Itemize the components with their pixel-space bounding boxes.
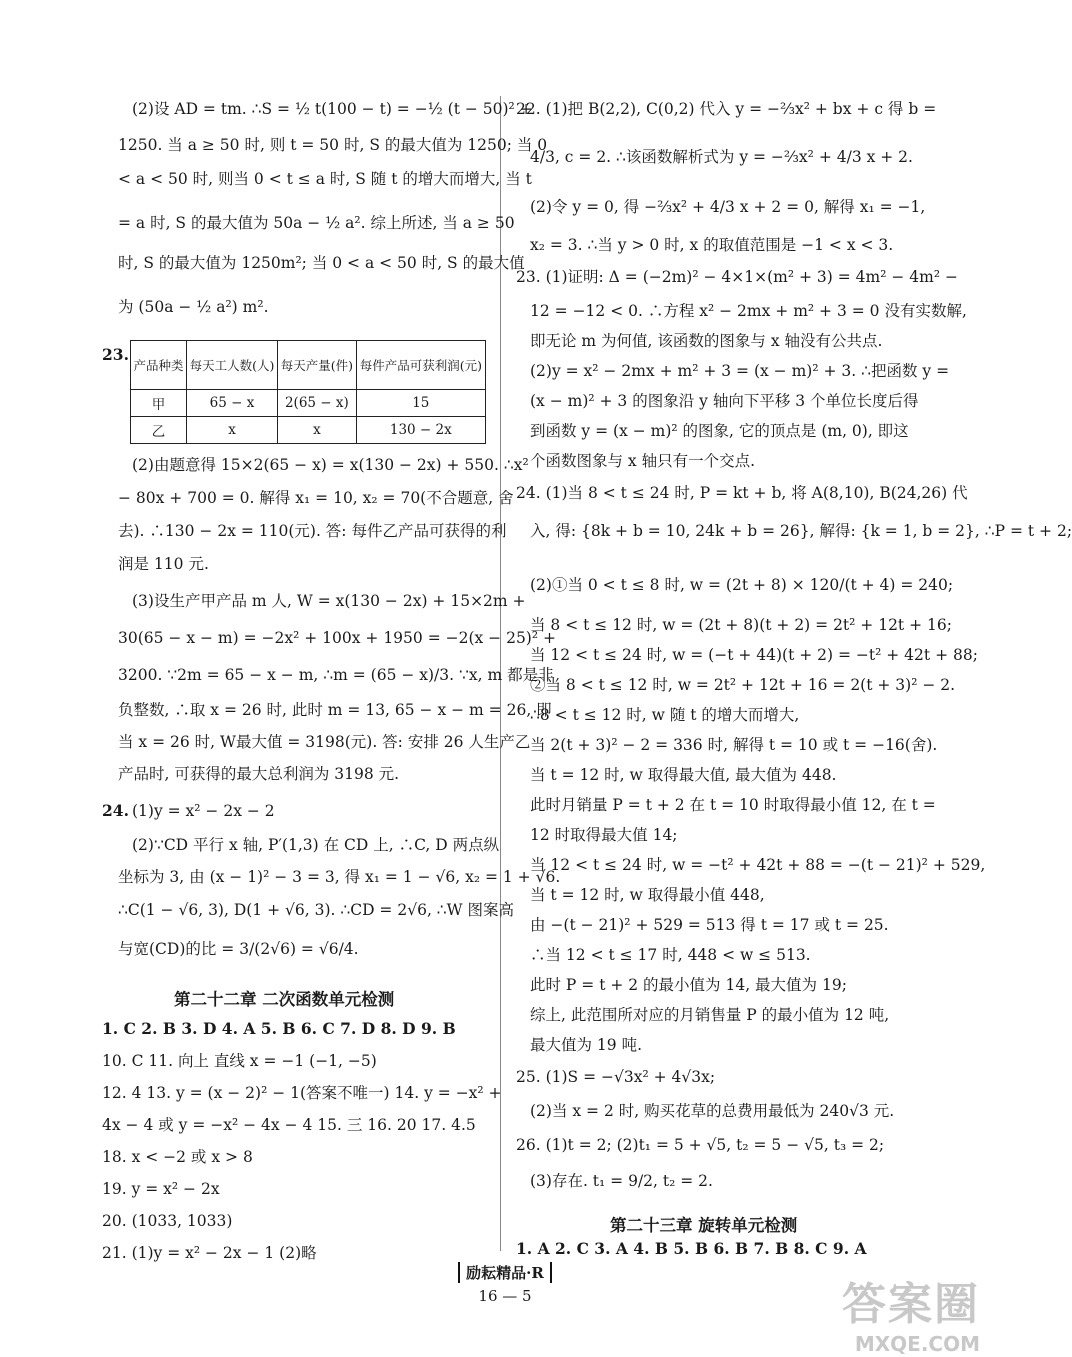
answer-line: 18. x < −2 或 x > 8 xyxy=(102,1148,253,1166)
table-cell: 乙 xyxy=(131,417,187,444)
text-line: 4/3, c = 2. ∴该函数解析式为 y = −⅔x² + 4/3 x + 2. xyxy=(530,148,913,166)
text-line: 3200. ∵2m = 65 − x − m, ∴m = (65 − x)/3. ∵x, m 都是非 xyxy=(118,666,554,684)
table-header-cell: 每件产品可获利润(元) xyxy=(356,341,485,390)
text-line: 由 −(t − 21)² + 529 = 513 得 t = 17 或 t = 25. xyxy=(530,916,889,934)
text-line: ②当 8 < t ≤ 12 时, w = 2t² + 12t + 16 = 2(t + 3)² − 2. xyxy=(530,676,956,694)
table-cell: 65 − x xyxy=(186,390,277,417)
text-line: (1)y = x² − 2x − 2 xyxy=(132,802,275,820)
text-line: (3)存在. t₁ = 9/2, t₂ = 2. xyxy=(530,1172,713,1190)
text-line: 当 12 < t ≤ 24 时, w = (−t + 44)(t + 2) = −t² + 42t + 88; xyxy=(530,646,978,664)
answer-line: 19. y = x² − 2x xyxy=(102,1180,220,1198)
watermark xyxy=(810,1268,980,1356)
text-line: 22. (1)把 B(2,2), C(0,2) 代入 y = −⅔x² + bx + c 得 b = xyxy=(516,100,937,118)
text-line: 12 时取得最大值 14; xyxy=(530,826,678,844)
text-line: 25. (1)S = −√3x² + 4√3x; xyxy=(516,1068,716,1086)
question-number: 23. xyxy=(102,345,129,364)
question-number: 24. xyxy=(102,801,129,820)
text-line: 坐标为 3, 由 (x − 1)² − 3 = 3, 得 x₁ = 1 − √6, x₂ = 1 + √6. xyxy=(118,868,561,886)
text-line: 润是 110 元. xyxy=(118,555,209,573)
text-line: 30(65 − x − m) = −2x² + 100x + 1950 = −2(x − 25)² + xyxy=(118,629,556,647)
table-row xyxy=(131,417,486,444)
text-line: 当 t = 12 时, w 取得最大值, 最大值为 448. xyxy=(530,766,837,784)
text-line: 即无论 m 为何值, 该函数的图象与 x 轴没有公共点. xyxy=(530,332,883,350)
text-line: ∴8 < t ≤ 12 时, w 随 t 的增大而增大, xyxy=(530,706,800,724)
table-header-cell: 每天产量(件) xyxy=(278,341,357,390)
table-header-cell: 每天工人数(人) xyxy=(186,341,277,390)
text-line: (2)∵CD 平行 x 轴, P′(1,3) 在 CD 上, ∴C, D 两点纵 xyxy=(132,836,500,854)
text-line: ∴C(1 − √6, 3), D(1 + √6, 3). ∴CD = 2√6, ∴W 图案高 xyxy=(118,901,515,919)
table-header-row xyxy=(131,341,486,390)
text-line: x₂ = 3. ∴当 y > 0 时, x 的取值范围是 −1 < x < 3. xyxy=(530,236,894,254)
text-line: < a < 50 时, 则当 0 < t ≤ a 时, S 随 t 的增大而增大, 当 t xyxy=(118,170,532,188)
table-cell: 2(65 − x) xyxy=(278,390,357,417)
text-line: 时, S 的最大值为 1250m²; 当 0 < a < 50 时, S 的最大值 xyxy=(118,254,525,272)
text-line: (2)①当 0 < t ≤ 8 时, w = (2t + 8) × 120/(t + 4) = 240; xyxy=(530,576,954,594)
text-line: − 80x + 700 = 0. 解得 x₁ = 10, x₂ = 70(不合题意, 舍 xyxy=(118,489,514,507)
text-line: 到函数 y = (x − m)² 的图象, 它的顶点是 (m, 0), 即这 xyxy=(530,422,909,440)
text-line: 为 (50a − ½ a²) m². xyxy=(118,298,269,316)
answer-line: 1. A 2. C 3. A 4. B 5. B 6. B 7. B 8. C 9. A xyxy=(516,1239,867,1258)
text-line: 当 x = 26 时, W最大值 = 3198(元). 答: 安排 26 人生产乙 xyxy=(118,733,531,751)
answer-line: 4x − 4 或 y = −x² − 4x − 4 15. 三 16. 20 17. 4.5 xyxy=(102,1116,476,1134)
answer-line: 20. (1033, 1033) xyxy=(102,1212,233,1230)
text-line: = a 时, S 的最大值为 50a − ½ a². 综上所述, 当 a ≥ 50 xyxy=(118,214,515,232)
text-line: 去). ∴130 − 2x = 110(元). 答: 每件乙产品可获得的利 xyxy=(118,522,507,540)
chapter-title: 第二十三章 旋转单元检测 xyxy=(610,1216,798,1235)
answer-line: 10. C 11. 向上 直线 x = −1 (−1, −5) xyxy=(102,1052,377,1070)
page-footer xyxy=(440,1262,570,1305)
table-cell: 15 xyxy=(356,390,485,417)
chapter-title: 第二十二章 二次函数单元检测 xyxy=(174,990,395,1009)
page-number: 16 — 5 xyxy=(478,1287,532,1305)
text-line: 当 t = 12 时, w 取得最小值 448, xyxy=(530,886,765,904)
answer-line: 12. 4 13. y = (x − 2)² − 1(答案不唯一) 14. y = −x² + xyxy=(102,1084,502,1102)
text-line: 当 12 < t ≤ 24 时, w = −t² + 42t + 88 = −(t − 21)² + 529, xyxy=(530,856,986,874)
text-line: 23. (1)证明: Δ = (−2m)² − 4×1×(m² + 3) = 4m² − 4m² − xyxy=(516,268,958,286)
text-line: 26. (1)t = 2; (2)t₁ = 5 + √5, t₂ = 5 − √5, t₃ = 2; xyxy=(516,1136,885,1154)
text-line: (2)设 AD = tm. ∴S = ½ t(100 − t) = −½ (t − 50)² + xyxy=(132,100,533,118)
answer-line: 21. (1)y = x² − 2x − 1 (2)略 xyxy=(102,1244,317,1262)
text-line: 个函数图象与 x 轴只有一个交点. xyxy=(530,452,756,470)
text-line: 1250. 当 a ≥ 50 时, 则 t = 50 时, S 的最大值为 1250; 当 0 xyxy=(118,136,548,154)
text-line: 24. (1)当 8 < t ≤ 24 时, P = kt + b, 将 A(8,10), B(24,26) 代 xyxy=(516,484,968,502)
table-row xyxy=(131,390,486,417)
text-line: 此时月销量 P = t + 2 在 t = 10 时取得最小值 12, 在 t = xyxy=(530,796,936,814)
text-line: 此时 P = t + 2 的最小值为 14, 最大值为 19; xyxy=(530,976,847,994)
table-cell: x xyxy=(278,417,357,444)
text-line: 产品时, 可获得的最大总利润为 3198 元. xyxy=(118,765,400,783)
table-cell: 130 − 2x xyxy=(356,417,485,444)
table-cell: x xyxy=(186,417,277,444)
text-line: (2)当 x = 2 时, 购买花草的总费用最低为 240√3 元. xyxy=(530,1102,895,1120)
product-table xyxy=(130,340,486,444)
text-line: 负整数, ∴取 x = 26 时, 此时 m = 13, 65 − x − m = 26, 即 xyxy=(118,701,552,719)
text-line: 综上, 此范围所对应的月销售量 P 的最小值为 12 吨, xyxy=(530,1006,890,1024)
watermark-text: 答案圈 xyxy=(842,1279,980,1330)
table-cell: 甲 xyxy=(131,390,187,417)
text-line: (2)令 y = 0, 得 −⅔x² + 4/3 x + 2 = 0, 解得 x₁ = −1, xyxy=(530,198,926,216)
text-line: 当 2(t + 3)² − 2 = 336 时, 解得 t = 10 或 t = −16(舍). xyxy=(530,736,938,754)
answer-line: 1. C 2. B 3. D 4. A 5. B 6. C 7. D 8. D 9. B xyxy=(102,1019,456,1038)
text-line: (3)设生产甲产品 m 人, W = x(130 − 2x) + 15×2m + xyxy=(132,592,526,610)
text-line: ∴当 12 < t ≤ 17 时, 448 < w ≤ 513. xyxy=(530,946,811,964)
text-line: 与宽(CD)的比 = 3/(2√6) = √6/4. xyxy=(118,940,359,958)
text-line: (x − m)² + 3 的图象沿 y 轴向下平移 3 个单位长度后得 xyxy=(530,392,919,410)
text-line: 最大值为 19 吨. xyxy=(530,1036,643,1054)
text-line: (2)由题意得 15×2(65 − x) = x(130 − 2x) + 550. ∴x² xyxy=(132,456,529,474)
text-line: 当 8 < t ≤ 12 时, w = (2t + 8)(t + 2) = 2t² + 12t + 16; xyxy=(530,616,952,634)
text-line: 入, 得: {8k + b = 10, 24k + b = 26}, 解得: {k = 1, b = 2}, ∴P = t + 2; xyxy=(530,522,1072,540)
watermark-url: MXQE.COM xyxy=(854,1332,980,1356)
brand-logo: 励耘精品·R xyxy=(458,1262,552,1283)
table-header-cell: 产品种类 xyxy=(131,341,187,390)
text-line: 12 = −12 < 0. ∴方程 x² − 2mx + m² + 3 = 0 没有实数解, xyxy=(530,302,967,320)
text-line: (2)y = x² − 2mx + m² + 3 = (x − m)² + 3. ∴把函数 y = xyxy=(530,362,950,380)
